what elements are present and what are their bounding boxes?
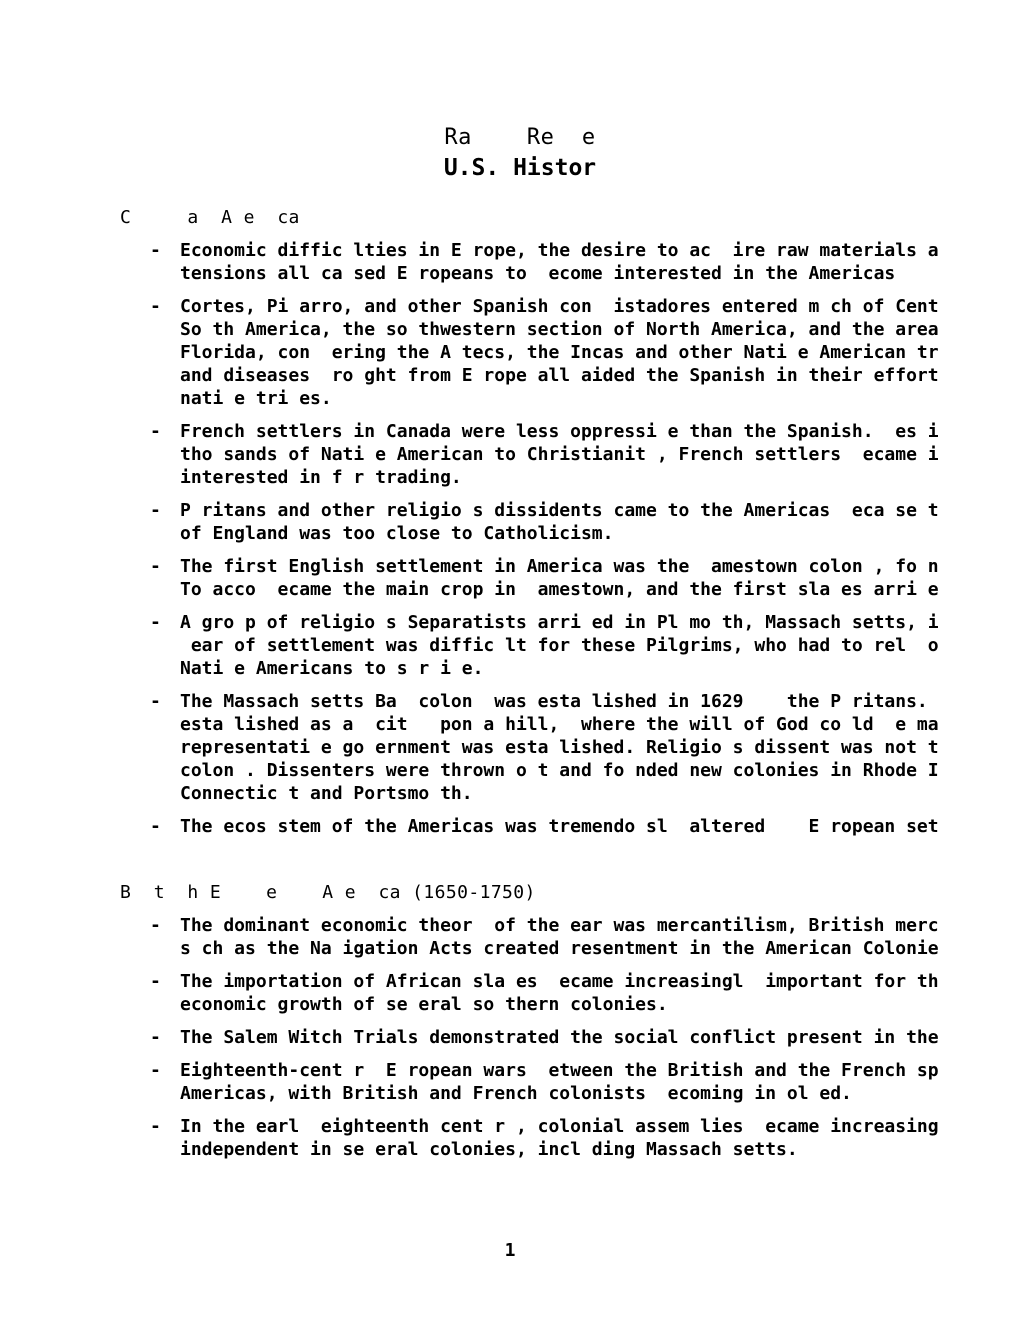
dash-icon: -	[150, 500, 161, 521]
dash-icon: -	[150, 1027, 161, 1048]
bullet-item	[150, 1059, 1020, 1105]
bullet-item	[150, 611, 1020, 680]
bullet-item	[150, 295, 1020, 410]
bullet-line: colon . Dissenters were thrown o t and fo nded new colonies in Rhode I	[180, 760, 939, 781]
bullet-line: Florida, con ering the A tecs, the Incas and other Nati e American tr	[180, 342, 939, 363]
bullet-line: ear of settlement was diffic lt for these Pilgrims, who had to rel o	[180, 635, 939, 656]
dash-icon: -	[150, 915, 161, 936]
dash-icon: -	[150, 1116, 161, 1137]
bullet-line: A gro p of religio s Separatists arri ed in Pl mo th, Massach setts, i	[180, 612, 939, 633]
bullet-line: tensions all ca sed E ropeans to ecome interested in the Americas	[180, 263, 896, 284]
bullet-line: esta lished as a cit pon a hill, where the will of God co ld e ma	[180, 714, 939, 735]
dash-icon: -	[150, 1060, 161, 1081]
bullet-item	[150, 914, 1020, 960]
bullet-line: Cortes, Pi arro, and other Spanish con istadores entered m ch of Cent	[180, 296, 939, 317]
bullet-item	[150, 239, 1020, 285]
page-number: 1	[504, 1240, 516, 1261]
bullet-item	[150, 1115, 1020, 1161]
bullet-line: tho sands of Nati e American to Christianit , French settlers ecame i	[180, 444, 939, 465]
dash-icon: -	[150, 240, 161, 261]
bullet-item	[150, 499, 1020, 545]
bullet-line: Connectic t and Portsmo th.	[180, 783, 473, 804]
bullet-line: independent in se eral colonies, incl ding Massach setts.	[180, 1139, 798, 1160]
dash-icon: -	[150, 971, 161, 992]
bullet-line: of England was too close to Catholicism.	[180, 523, 614, 544]
bullet-line: Eighteenth-cent r E ropean wars etween the British and the French sp	[180, 1060, 939, 1081]
bullet-line: In the earl eighteenth cent r , colonial assem lies ecame increasing	[180, 1116, 939, 1137]
bullet-line: The dominant economic theor of the ear was mercantilism, British merc	[180, 915, 939, 936]
bullet-line: The Massach setts Ba colon was esta lished in 1629 the P ritans.	[180, 691, 928, 712]
bullet-line: P ritans and other religio s dissidents came to the Americas eca se t	[180, 500, 939, 521]
dash-icon: -	[150, 296, 161, 317]
bullet-list	[150, 239, 1020, 848]
bullet-line: French settlers in Canada were less oppressi e than the Spanish. es i	[180, 421, 939, 442]
dash-icon: -	[150, 816, 161, 837]
bullet-line: Americas, with British and French colonists ecoming in ol ed.	[180, 1083, 852, 1104]
bullet-item	[150, 970, 1020, 1016]
bullet-line: Nati e Americans to s r i e.	[180, 658, 484, 679]
bullet-item	[150, 690, 1020, 805]
bullet-line: The Salem Witch Trials demonstrated the social conflict present in the	[180, 1027, 939, 1048]
dash-icon: -	[150, 556, 161, 577]
bullet-line: To acco ecame the main crop in amestown, and the first sla es arri e	[180, 579, 939, 600]
bullet-item	[150, 1026, 1020, 1049]
document-subtitle: Ra Re e	[444, 125, 596, 150]
bullet-line: economic growth of se eral so thern colonies.	[180, 994, 668, 1015]
section-heading: B t h E e A e ca (1650-1750)	[120, 882, 536, 903]
bullet-line: representati e go ernment was esta lished. Religio s dissent was not t	[180, 737, 939, 758]
document-title: U.S. Histor	[443, 155, 597, 181]
dash-icon: -	[150, 691, 161, 712]
section-heading: C a A e ca	[120, 207, 300, 228]
bullet-line: The first English settlement in America was the amestown colon , fo n	[180, 556, 939, 577]
bullet-item	[150, 815, 1020, 838]
bullet-line: nati e tri es.	[180, 388, 332, 409]
bullet-line: and diseases ro ght from E rope all aided the Spanish in their effort	[180, 365, 939, 386]
dash-icon: -	[150, 612, 161, 633]
bullet-line: interested in f r trading.	[180, 467, 462, 488]
bullet-line: Economic diffic lties in E rope, the desire to ac ire raw materials a	[180, 240, 939, 261]
bullet-line: s ch as the Na igation Acts created resentment in the American Colonie	[180, 938, 939, 959]
bullet-line: The ecos stem of the Americas was tremendo sl altered E ropean set	[180, 816, 939, 837]
dash-icon: -	[150, 421, 161, 442]
bullet-line: The importation of African sla es ecame increasingl important for th	[180, 971, 939, 992]
bullet-item	[150, 420, 1020, 489]
bullet-item	[150, 555, 1020, 601]
bullet-list	[150, 914, 1020, 1171]
bullet-line: So th America, the so thwestern section of North America, and the area	[180, 319, 939, 340]
